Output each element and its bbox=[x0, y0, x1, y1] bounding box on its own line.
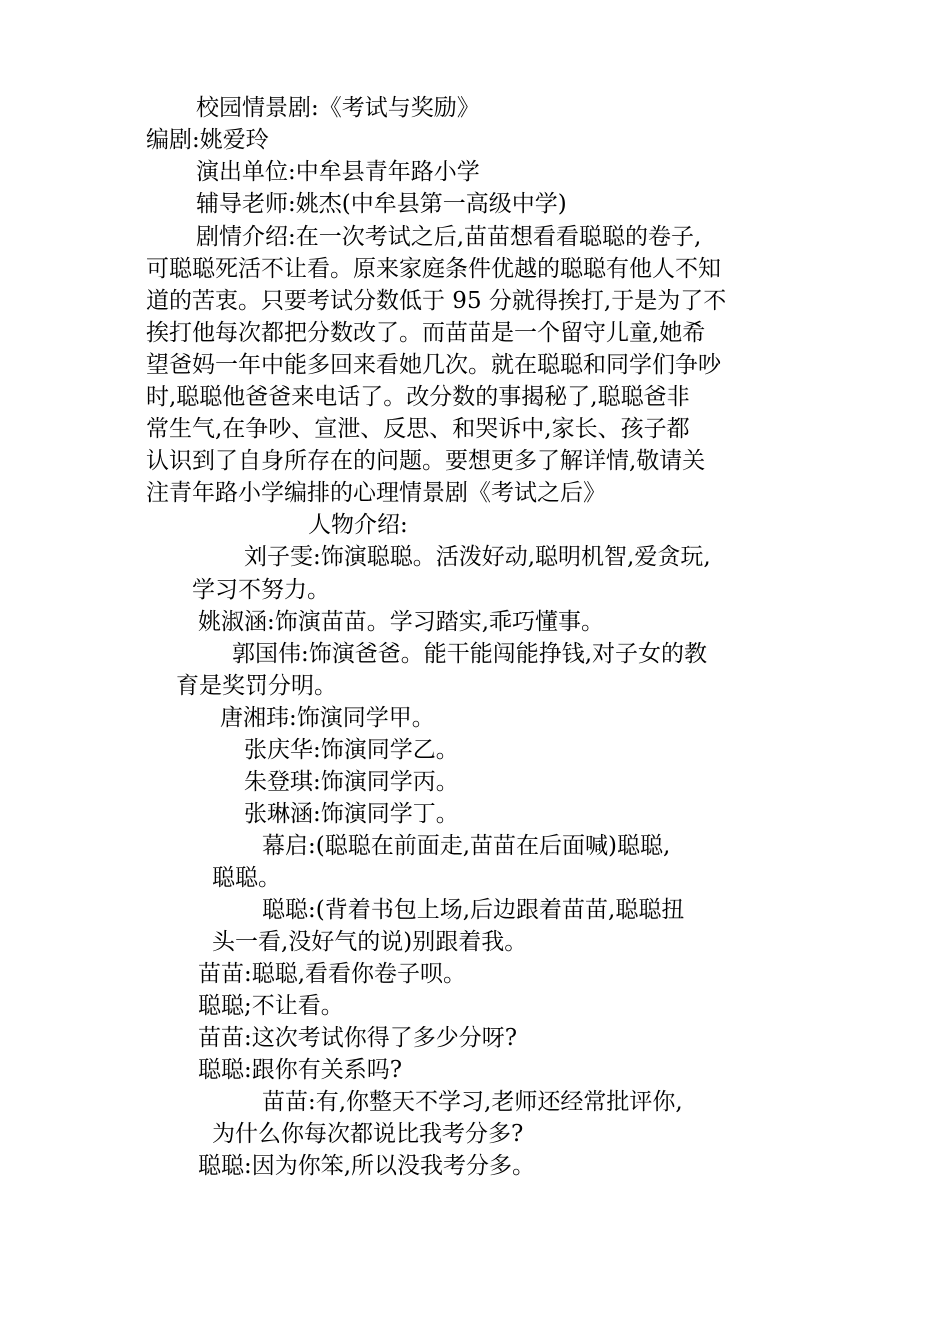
advisor-line: 辅导老师:姚杰(中牟县第一高级中学) bbox=[196, 191, 567, 217]
script-line: 聪聪。 bbox=[212, 865, 281, 891]
cast-line: 张琳涵:饰演同学丁。 bbox=[244, 801, 459, 827]
synopsis-line: 认识到了自身所存在的问题。要想更多了解详情,敬请关 bbox=[146, 448, 706, 474]
cast-line: 唐湘玮:饰演同学甲。 bbox=[220, 705, 435, 731]
synopsis-line: 注青年路小学编排的心理情景剧《考试之后》 bbox=[146, 480, 606, 506]
synopsis-line: 剧情介绍:在一次考试之后,苗苗想看看聪聪的卷子, bbox=[196, 224, 702, 250]
script-line: 幕启:(聪聪在前面走,苗苗在后面喊)聪聪, bbox=[262, 833, 671, 859]
script-line: 聪聪:(背着书包上场,后边跟着苗苗,聪聪扭 bbox=[262, 897, 685, 923]
cast-line: 郭国伟:饰演爸爸。能干能闯能挣钱,对子女的教 bbox=[232, 641, 708, 667]
cast-heading: 人物介绍: bbox=[308, 512, 408, 538]
cast-line: 朱登琪:饰演同学丙。 bbox=[244, 769, 459, 795]
cast-line: 姚淑涵:饰演苗苗。学习踏实,乖巧懂事。 bbox=[198, 609, 605, 635]
cast-line: 学习不努力。 bbox=[192, 577, 330, 603]
script-line: 头一看,没好气的说)别跟着我。 bbox=[212, 929, 528, 955]
synopsis-line: 可聪聪死活不让看。原来家庭条件优越的聪聪有他人不知 bbox=[146, 256, 721, 282]
cast-line: 张庆华:饰演同学乙。 bbox=[244, 737, 459, 763]
play-title: 校园情景剧:《考试与奖励》 bbox=[196, 95, 480, 121]
writer-line: 编剧:姚爱玲 bbox=[146, 127, 269, 153]
script-line: 苗苗:有,你整天不学习,老师还经常批评你, bbox=[262, 1089, 683, 1115]
synopsis-line: 时,聪聪他爸爸来电话了。改分数的事揭秘了,聪聪爸非 bbox=[146, 384, 690, 410]
script-line: 聪聪;不让看。 bbox=[198, 993, 344, 1019]
script-line: 聪聪:因为你笨,所以没我考分多。 bbox=[198, 1153, 536, 1179]
synopsis-line: 常生气,在争吵、宣泄、反思、和哭诉中,家长、孩子都 bbox=[146, 416, 690, 442]
performing-unit-line: 演出单位:中牟县青年路小学 bbox=[196, 159, 480, 185]
script-line: 为什么你每次都说比我考分多? bbox=[212, 1121, 524, 1147]
synopsis-line: 道的苦衷。只要考试分数低于 95 分就得挨打,于是为了不 bbox=[146, 288, 727, 314]
script-line: 苗苗:聪聪,看看你卷子呗。 bbox=[198, 961, 467, 987]
cast-line: 育是奖罚分明。 bbox=[176, 673, 337, 699]
script-line: 聪聪:跟你有关系吗? bbox=[198, 1057, 403, 1083]
script-line: 苗苗:这次考试你得了多少分呀? bbox=[198, 1025, 518, 1051]
cast-line: 刘子雯:饰演聪聪。活泼好动,聪明机智,爱贪玩, bbox=[244, 544, 711, 570]
synopsis-line: 望爸妈一年中能多回来看她几次。就在聪聪和同学们争吵 bbox=[146, 352, 721, 378]
synopsis-line: 挨打他每次都把分数改了。而苗苗是一个留守儿童,她希 bbox=[146, 320, 706, 346]
